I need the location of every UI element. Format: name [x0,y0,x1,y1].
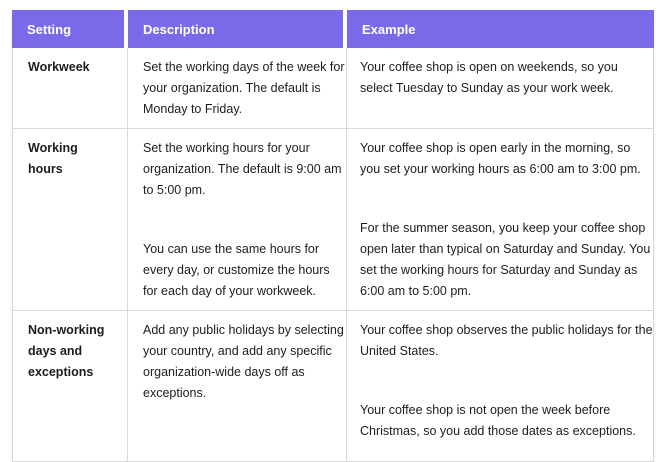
example-paragraph: Your coffee shop is open on weekends, so you select Tuesday to Sunday as your work week. [360,60,618,95]
setting-cell [13,129,128,310]
setting-cell [13,48,128,128]
table-header-row [12,10,654,48]
table-body [12,48,654,462]
column-header-setting: Setting [12,10,128,48]
example-cell [347,48,653,128]
setting-label: Workweek [28,60,90,74]
example-paragraph: Your coffee shop is open early in the morning, so you set your working hours as 6:00 am to 3:00 pm. [360,141,641,176]
setting-cell [13,311,128,461]
description-paragraph: Add any public holidays by selecting your country, and add any specific organization-wide days off as exceptions. [143,323,344,400]
description-cell [128,129,347,310]
table-row-working-hours [13,129,653,311]
description-cell [128,311,347,461]
example-paragraph: Your coffee shop is not open the week before Christmas, so you add those dates as exceptions. [360,403,636,438]
column-header-description: Description [128,10,347,48]
example-cell [347,129,653,310]
example-paragraph: For the summer season, you keep your coffee shop open later than typical on Saturday and Sunday. You set the working hours for Saturday and Sunday as 6:00 am to 5:00 pm. [360,221,651,298]
setting-label: Working hours [28,141,78,176]
table-row-non-working-days [13,311,653,461]
description-paragraph: You can use the same hours for every day, or customize the hours for each day of your workweek. [143,242,330,298]
column-header-example: Example [347,10,654,48]
example-cell [347,311,653,461]
setting-label: Non-working days and exceptions [28,323,105,379]
description-paragraph: Set the working days of the week for your organization. The default is Monday to Friday. [143,60,345,116]
description-cell [128,48,347,128]
table-row-workweek [13,48,653,129]
settings-table [12,10,654,462]
example-paragraph: Your coffee shop observes the public holidays for the United States. [360,323,653,358]
description-paragraph: Set the working hours for your organization. The default is 9:00 am to 5:00 pm. [143,141,342,197]
